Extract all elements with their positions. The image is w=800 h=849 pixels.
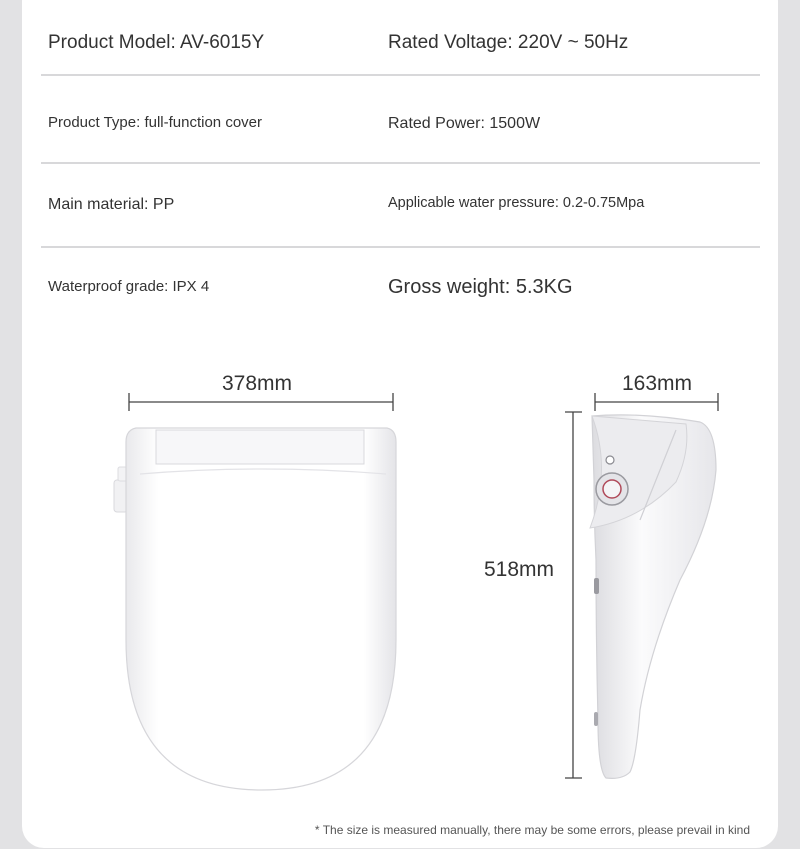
spec-waterproof-grade: Waterproof grade: IPX 4 [48,278,210,295]
spec-rated-power: Rated Power: 1500W [388,115,541,132]
spec-rated-voltage: Rated Voltage: 220V ~ 50Hz [388,32,629,53]
spec-water-pressure: Applicable water pressure: 0.2-0.75Mpa [388,195,645,211]
seat-front-view [114,428,396,790]
spec-product-model: Product Model: AV-6015Y [48,32,265,53]
length-dimension-label: 518mm [484,558,555,581]
spec-main-material: Main material: PP [48,196,175,213]
spec-product-type: Product Type: full-function cover [48,114,262,131]
spec-gross-weight: Gross weight: 5.3KG [388,276,573,298]
seat-side-view [590,415,716,779]
length-dimension-line [565,412,582,778]
depth-dimension-label: 163mm [622,372,693,395]
width-dimension-label: 378mm [222,372,293,395]
measurement-footnote: * The size is measured manually, there may be some errors, please prevail in kind [314,823,750,837]
